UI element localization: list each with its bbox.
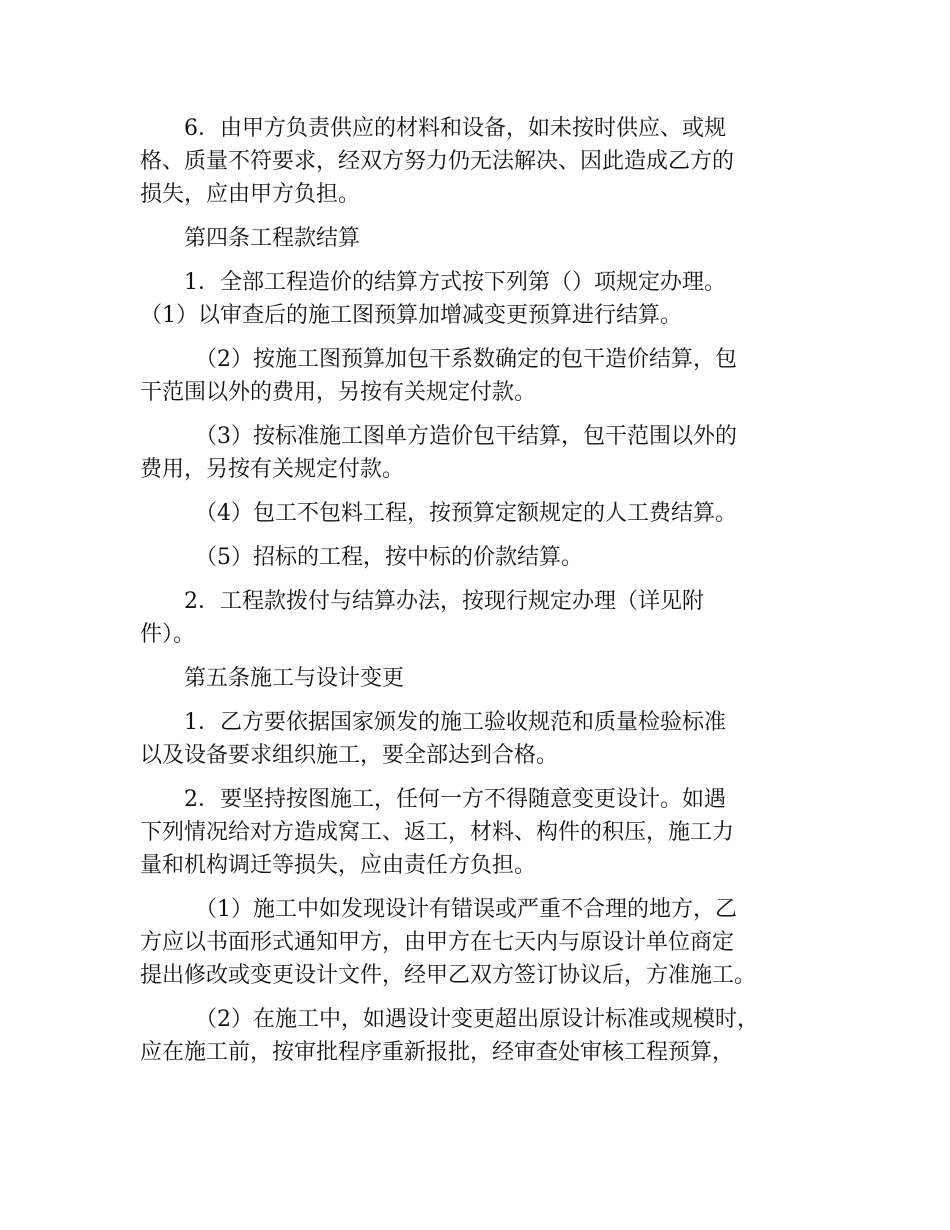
text-line: （2）在施工中，如遇设计变更超出原设计标准或规模时， [195,1007,759,1032]
paragraph-sub-5 [140,541,820,574]
text-line: （1）以审查后的施工图预算加增减变更预算进行结算。 [140,303,682,328]
text-line: 6．由甲方负责供应的材料和设备，如未按时供应、或规 [184,116,726,141]
text-line: 下列情况给对方造成窝工、返工，材料、构件的积压，施工力 [140,820,735,845]
text-line: 件）。 [140,622,196,647]
text-line: 2．工程款拨付与结算办法，按现行规定办理（详见附 [184,589,704,614]
text-line: 1．乙方要依据国家颁发的施工验收规范和质量检验标准 [184,710,726,735]
section-heading-article-4 [140,222,820,255]
text-line: 1．全部工程造价的结算方式按下列第（）项规定办理。 [184,270,726,295]
paragraph-article5-item-2 [140,783,820,882]
document-page [140,112,820,1069]
text-line: 2．要坚持按图施工，任何一方不得随意变更设计。如遇 [184,787,726,812]
paragraph-article5-item-1 [140,706,820,772]
text-line: 干范围以外的费用，另按有关规定付款。 [140,380,537,405]
paragraph-item-6 [140,112,820,211]
paragraph-sub-4 [140,497,820,530]
paragraph-item-2 [140,585,820,651]
paragraph-sub-2 [140,343,820,409]
text-line: （4）包工不包料工程，按预算定额规定的人工费结算。 [195,501,737,526]
text-line: 提出修改或变更设计文件，经甲乙双方签订协议后，方准施工。 [140,963,757,988]
text-line: 量和机构调迁等损失，应由责任方负担。 [140,853,537,878]
text-line: 格、质量不符要求，经双方努力仍无法解决、因此造成乙方的 [140,149,735,174]
text-line: 损失，应由甲方负担。 [140,182,361,207]
text-line: （5）招标的工程，按中标的价款结算。 [195,545,583,570]
text-line: 第五条施工与设计变更 [184,666,405,691]
paragraph-sub-3 [140,420,820,486]
text-line: （3）按标准施工图单方造价包干结算，包干范围以外的 [195,424,737,449]
paragraph-item-1 [140,266,820,332]
text-line: 费用，另按有关规定付款。 [140,457,405,482]
text-line: 方应以书面形式通知甲方，由甲方在七天内与原设计单位商定 [140,930,735,955]
text-line: （1）施工中如发现设计有错误或严重不合理的地方，乙 [195,897,737,922]
text-line: 第四条工程款结算 [184,226,361,251]
paragraph-article5-sub-1 [140,893,820,992]
text-line: （2）按施工图预算加包干系数确定的包干造价结算，包 [195,347,737,372]
section-heading-article-5 [140,662,820,695]
text-line: 应在施工前，按审批程序重新报批，经审查处审核工程预算， [140,1040,735,1065]
paragraph-article5-sub-2 [140,1003,820,1069]
text-line: 以及设备要求组织施工，要全部达到合格。 [140,743,559,768]
